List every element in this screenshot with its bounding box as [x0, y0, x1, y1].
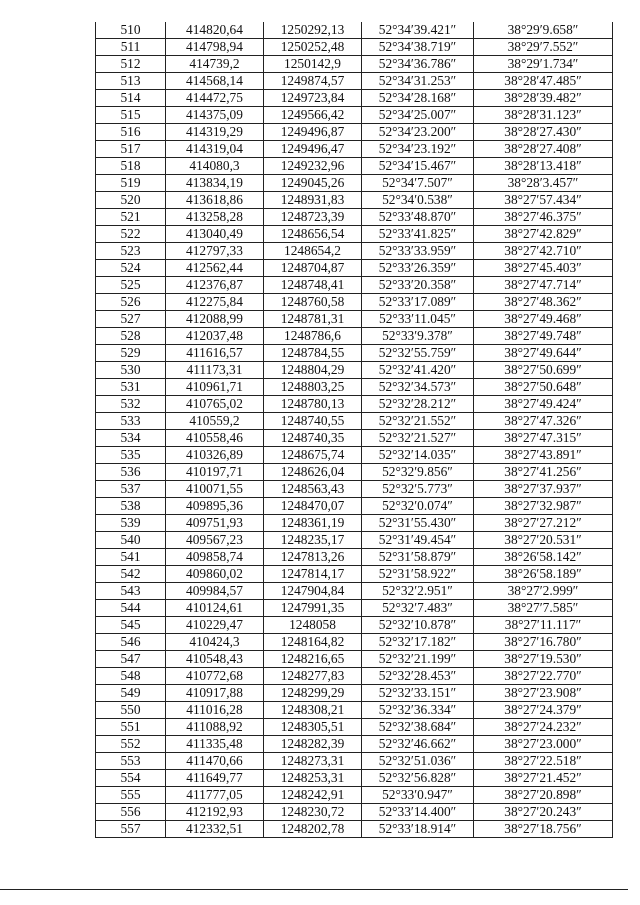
- longitude-cell: 38°29′9.658″: [474, 22, 613, 39]
- x-coordinate-cell: 414375,09: [166, 107, 264, 124]
- longitude-cell: 38°27′57.434″: [474, 192, 613, 209]
- x-coordinate-cell: 414568,14: [166, 73, 264, 90]
- table-row: [96, 22, 613, 39]
- longitude-cell: 38°27′46.375″: [474, 209, 613, 226]
- latitude-cell: 52°32′33.151″: [362, 685, 474, 702]
- longitude-cell: 38°27′19.530″: [474, 651, 613, 668]
- latitude-cell: 52°33′20.358″: [362, 277, 474, 294]
- point-number-cell: 531: [96, 379, 166, 396]
- latitude-cell: 52°33′33.959″: [362, 243, 474, 260]
- x-coordinate-cell: 410548,43: [166, 651, 264, 668]
- point-number-cell: 510: [96, 22, 166, 39]
- y-coordinate-cell: 1249566,42: [264, 107, 362, 124]
- latitude-cell: 52°34′23.192″: [362, 141, 474, 158]
- x-coordinate-cell: 410229,47: [166, 617, 264, 634]
- latitude-cell: 52°32′41.420″: [362, 362, 474, 379]
- longitude-cell: 38°27′18.756″: [474, 821, 613, 838]
- longitude-cell: 38°26′58.142″: [474, 549, 613, 566]
- longitude-cell: 38°28′3.457″: [474, 175, 613, 192]
- x-coordinate-cell: 414820,64: [166, 22, 264, 39]
- point-number-cell: 536: [96, 464, 166, 481]
- y-coordinate-cell: 1249232,96: [264, 158, 362, 175]
- point-number-cell: 553: [96, 753, 166, 770]
- table-row: [96, 226, 613, 243]
- point-number-cell: 519: [96, 175, 166, 192]
- y-coordinate-cell: 1248273,31: [264, 753, 362, 770]
- longitude-cell: 38°27′20.243″: [474, 804, 613, 821]
- table-row: [96, 243, 613, 260]
- table-row: [96, 583, 613, 600]
- x-coordinate-cell: 413258,28: [166, 209, 264, 226]
- point-number-cell: 556: [96, 804, 166, 821]
- y-coordinate-cell: 1248786,6: [264, 328, 362, 345]
- y-coordinate-cell: 1248804,29: [264, 362, 362, 379]
- latitude-cell: 52°33′41.825″: [362, 226, 474, 243]
- latitude-cell: 52°32′21.527″: [362, 430, 474, 447]
- x-coordinate-cell: 412275,84: [166, 294, 264, 311]
- point-number-cell: 521: [96, 209, 166, 226]
- y-coordinate-cell: 1248361,19: [264, 515, 362, 532]
- y-coordinate-cell: 1248058: [264, 617, 362, 634]
- longitude-cell: 38°26′58.189″: [474, 566, 613, 583]
- longitude-cell: 38°27′23.908″: [474, 685, 613, 702]
- y-coordinate-cell: 1248308,21: [264, 702, 362, 719]
- table-row: [96, 821, 613, 838]
- longitude-cell: 38°27′7.585″: [474, 600, 613, 617]
- x-coordinate-cell: 413040,49: [166, 226, 264, 243]
- x-coordinate-cell: 412192,93: [166, 804, 264, 821]
- point-number-cell: 513: [96, 73, 166, 90]
- latitude-cell: 52°32′7.483″: [362, 600, 474, 617]
- y-coordinate-cell: 1249496,87: [264, 124, 362, 141]
- latitude-cell: 52°34′28.168″: [362, 90, 474, 107]
- latitude-cell: 52°31′49.454″: [362, 532, 474, 549]
- x-coordinate-cell: 409858,74: [166, 549, 264, 566]
- y-coordinate-cell: 1248230,72: [264, 804, 362, 821]
- y-coordinate-cell: 1248626,04: [264, 464, 362, 481]
- x-coordinate-cell: 413618,86: [166, 192, 264, 209]
- x-coordinate-cell: 410917,88: [166, 685, 264, 702]
- longitude-cell: 38°27′49.644″: [474, 345, 613, 362]
- x-coordinate-cell: 410559,2: [166, 413, 264, 430]
- y-coordinate-cell: 1248675,74: [264, 447, 362, 464]
- longitude-cell: 38°27′47.714″: [474, 277, 613, 294]
- table-row: [96, 719, 613, 736]
- latitude-cell: 52°32′46.662″: [362, 736, 474, 753]
- table-row: [96, 549, 613, 566]
- y-coordinate-cell: 1248780,13: [264, 396, 362, 413]
- latitude-cell: 52°34′38.719″: [362, 39, 474, 56]
- point-number-cell: 522: [96, 226, 166, 243]
- point-number-cell: 533: [96, 413, 166, 430]
- table-row: [96, 634, 613, 651]
- longitude-cell: 38°27′32.987″: [474, 498, 613, 515]
- x-coordinate-cell: 412376,87: [166, 277, 264, 294]
- x-coordinate-cell: 409860,02: [166, 566, 264, 583]
- table-row: [96, 753, 613, 770]
- x-coordinate-cell: 410071,55: [166, 481, 264, 498]
- point-number-cell: 547: [96, 651, 166, 668]
- longitude-cell: 38°28′27.408″: [474, 141, 613, 158]
- latitude-cell: 52°34′7.507″: [362, 175, 474, 192]
- y-coordinate-cell: 1248803,25: [264, 379, 362, 396]
- y-coordinate-cell: 1250252,48: [264, 39, 362, 56]
- latitude-cell: 52°34′31.253″: [362, 73, 474, 90]
- x-coordinate-cell: 412562,44: [166, 260, 264, 277]
- y-coordinate-cell: 1249874,57: [264, 73, 362, 90]
- y-coordinate-cell: 1248242,91: [264, 787, 362, 804]
- latitude-cell: 52°32′51.036″: [362, 753, 474, 770]
- point-number-cell: 525: [96, 277, 166, 294]
- x-coordinate-cell: 412332,51: [166, 821, 264, 838]
- point-number-cell: 545: [96, 617, 166, 634]
- x-coordinate-cell: 414080,3: [166, 158, 264, 175]
- point-number-cell: 543: [96, 583, 166, 600]
- table-row: [96, 532, 613, 549]
- longitude-cell: 38°27′42.829″: [474, 226, 613, 243]
- longitude-cell: 38°27′49.468″: [474, 311, 613, 328]
- x-coordinate-cell: 410197,71: [166, 464, 264, 481]
- x-coordinate-cell: 411777,05: [166, 787, 264, 804]
- point-number-cell: 555: [96, 787, 166, 804]
- table-row: [96, 192, 613, 209]
- latitude-cell: 52°32′38.684″: [362, 719, 474, 736]
- y-coordinate-cell: 1248563,43: [264, 481, 362, 498]
- longitude-cell: 38°27′11.117″: [474, 617, 613, 634]
- longitude-cell: 38°28′39.482″: [474, 90, 613, 107]
- table-row: [96, 294, 613, 311]
- point-number-cell: 537: [96, 481, 166, 498]
- x-coordinate-cell: 411616,57: [166, 345, 264, 362]
- longitude-cell: 38°28′47.485″: [474, 73, 613, 90]
- latitude-cell: 52°32′34.573″: [362, 379, 474, 396]
- latitude-cell: 52°32′0.074″: [362, 498, 474, 515]
- x-coordinate-cell: 411016,28: [166, 702, 264, 719]
- table-row: [96, 277, 613, 294]
- y-coordinate-cell: 1247814,17: [264, 566, 362, 583]
- longitude-cell: 38°27′49.424″: [474, 396, 613, 413]
- page-bottom-rule: [0, 889, 628, 890]
- point-number-cell: 539: [96, 515, 166, 532]
- y-coordinate-cell: 1248784,55: [264, 345, 362, 362]
- latitude-cell: 52°32′9.856″: [362, 464, 474, 481]
- point-number-cell: 548: [96, 668, 166, 685]
- longitude-cell: 38°27′50.648″: [474, 379, 613, 396]
- y-coordinate-cell: 1249496,47: [264, 141, 362, 158]
- table-row: [96, 260, 613, 277]
- point-number-cell: 518: [96, 158, 166, 175]
- table-row: [96, 617, 613, 634]
- longitude-cell: 38°27′27.212″: [474, 515, 613, 532]
- x-coordinate-cell: 414472,75: [166, 90, 264, 107]
- coordinates-table-body: [96, 22, 613, 838]
- point-number-cell: 541: [96, 549, 166, 566]
- point-number-cell: 514: [96, 90, 166, 107]
- point-number-cell: 557: [96, 821, 166, 838]
- x-coordinate-cell: 410326,89: [166, 447, 264, 464]
- table-row: [96, 566, 613, 583]
- table-row: [96, 600, 613, 617]
- longitude-cell: 38°27′16.780″: [474, 634, 613, 651]
- table-row: [96, 141, 613, 158]
- latitude-cell: 52°34′0.538″: [362, 192, 474, 209]
- y-coordinate-cell: 1248931,83: [264, 192, 362, 209]
- point-number-cell: 540: [96, 532, 166, 549]
- table-row: [96, 175, 613, 192]
- latitude-cell: 52°32′21.199″: [362, 651, 474, 668]
- x-coordinate-cell: 414319,29: [166, 124, 264, 141]
- latitude-cell: 52°34′15.467″: [362, 158, 474, 175]
- point-number-cell: 515: [96, 107, 166, 124]
- table-row: [96, 464, 613, 481]
- point-number-cell: 526: [96, 294, 166, 311]
- longitude-cell: 38°27′22.770″: [474, 668, 613, 685]
- table-row: [96, 396, 613, 413]
- longitude-cell: 38°27′42.710″: [474, 243, 613, 260]
- table-row: [96, 362, 613, 379]
- longitude-cell: 38°27′37.937″: [474, 481, 613, 498]
- x-coordinate-cell: 411335,48: [166, 736, 264, 753]
- point-number-cell: 523: [96, 243, 166, 260]
- x-coordinate-cell: 409984,57: [166, 583, 264, 600]
- longitude-cell: 38°27′43.891″: [474, 447, 613, 464]
- point-number-cell: 549: [96, 685, 166, 702]
- latitude-cell: 52°32′56.828″: [362, 770, 474, 787]
- latitude-cell: 52°33′48.870″: [362, 209, 474, 226]
- point-number-cell: 550: [96, 702, 166, 719]
- longitude-cell: 38°27′49.748″: [474, 328, 613, 345]
- longitude-cell: 38°29′1.734″: [474, 56, 613, 73]
- table-row: [96, 651, 613, 668]
- latitude-cell: 52°34′39.421″: [362, 22, 474, 39]
- y-coordinate-cell: 1248277,83: [264, 668, 362, 685]
- point-number-cell: 551: [96, 719, 166, 736]
- x-coordinate-cell: 409895,36: [166, 498, 264, 515]
- table-row: [96, 124, 613, 141]
- table-row: [96, 702, 613, 719]
- longitude-cell: 38°27′2.999″: [474, 583, 613, 600]
- longitude-cell: 38°27′47.315″: [474, 430, 613, 447]
- latitude-cell: 52°32′21.552″: [362, 413, 474, 430]
- y-coordinate-cell: 1248654,2: [264, 243, 362, 260]
- x-coordinate-cell: 410124,61: [166, 600, 264, 617]
- y-coordinate-cell: 1247991,35: [264, 600, 362, 617]
- point-number-cell: 532: [96, 396, 166, 413]
- table-row: [96, 413, 613, 430]
- y-coordinate-cell: 1248704,87: [264, 260, 362, 277]
- point-number-cell: 517: [96, 141, 166, 158]
- latitude-cell: 52°34′23.200″: [362, 124, 474, 141]
- y-coordinate-cell: 1248253,31: [264, 770, 362, 787]
- table-row: [96, 770, 613, 787]
- x-coordinate-cell: 410765,02: [166, 396, 264, 413]
- longitude-cell: 38°27′22.518″: [474, 753, 613, 770]
- y-coordinate-cell: 1248740,55: [264, 413, 362, 430]
- longitude-cell: 38°27′45.403″: [474, 260, 613, 277]
- y-coordinate-cell: 1247813,26: [264, 549, 362, 566]
- point-number-cell: 552: [96, 736, 166, 753]
- longitude-cell: 38°27′24.379″: [474, 702, 613, 719]
- latitude-cell: 52°32′28.212″: [362, 396, 474, 413]
- point-number-cell: 544: [96, 600, 166, 617]
- table-row: [96, 787, 613, 804]
- y-coordinate-cell: 1248760,58: [264, 294, 362, 311]
- latitude-cell: 52°32′36.334″: [362, 702, 474, 719]
- point-number-cell: 512: [96, 56, 166, 73]
- latitude-cell: 52°34′25.007″: [362, 107, 474, 124]
- longitude-cell: 38°27′50.699″: [474, 362, 613, 379]
- x-coordinate-cell: 411088,92: [166, 719, 264, 736]
- longitude-cell: 38°28′13.418″: [474, 158, 613, 175]
- point-number-cell: 554: [96, 770, 166, 787]
- y-coordinate-cell: 1248216,65: [264, 651, 362, 668]
- point-number-cell: 528: [96, 328, 166, 345]
- point-number-cell: 527: [96, 311, 166, 328]
- longitude-cell: 38°27′20.898″: [474, 787, 613, 804]
- longitude-cell: 38°27′24.232″: [474, 719, 613, 736]
- longitude-cell: 38°27′41.256″: [474, 464, 613, 481]
- latitude-cell: 52°31′58.922″: [362, 566, 474, 583]
- point-number-cell: 520: [96, 192, 166, 209]
- table-row: [96, 345, 613, 362]
- longitude-cell: 38°27′21.452″: [474, 770, 613, 787]
- longitude-cell: 38°27′47.326″: [474, 413, 613, 430]
- y-coordinate-cell: 1248781,31: [264, 311, 362, 328]
- x-coordinate-cell: 412797,33: [166, 243, 264, 260]
- x-coordinate-cell: 413834,19: [166, 175, 264, 192]
- x-coordinate-cell: 412088,99: [166, 311, 264, 328]
- latitude-cell: 52°31′58.879″: [362, 549, 474, 566]
- table-row: [96, 379, 613, 396]
- point-number-cell: 524: [96, 260, 166, 277]
- y-coordinate-cell: 1248656,54: [264, 226, 362, 243]
- y-coordinate-cell: 1249723,84: [264, 90, 362, 107]
- point-number-cell: 529: [96, 345, 166, 362]
- longitude-cell: 38°27′20.531″: [474, 532, 613, 549]
- x-coordinate-cell: 414739,2: [166, 56, 264, 73]
- latitude-cell: 52°33′11.045″: [362, 311, 474, 328]
- point-number-cell: 516: [96, 124, 166, 141]
- latitude-cell: 52°33′9.378″: [362, 328, 474, 345]
- y-coordinate-cell: 1248748,41: [264, 277, 362, 294]
- latitude-cell: 52°32′28.453″: [362, 668, 474, 685]
- y-coordinate-cell: 1250292,13: [264, 22, 362, 39]
- y-coordinate-cell: 1248235,17: [264, 532, 362, 549]
- longitude-cell: 38°28′27.430″: [474, 124, 613, 141]
- longitude-cell: 38°27′48.362″: [474, 294, 613, 311]
- latitude-cell: 52°33′0.947″: [362, 787, 474, 804]
- point-number-cell: 534: [96, 430, 166, 447]
- longitude-cell: 38°27′23.000″: [474, 736, 613, 753]
- table-row: [96, 311, 613, 328]
- y-coordinate-cell: 1248282,39: [264, 736, 362, 753]
- table-row: [96, 56, 613, 73]
- x-coordinate-cell: 411649,77: [166, 770, 264, 787]
- table-row: [96, 481, 613, 498]
- longitude-cell: 38°28′31.123″: [474, 107, 613, 124]
- table-row: [96, 498, 613, 515]
- latitude-cell: 52°32′2.951″: [362, 583, 474, 600]
- x-coordinate-cell: 414319,04: [166, 141, 264, 158]
- x-coordinate-cell: 410961,71: [166, 379, 264, 396]
- latitude-cell: 52°33′17.089″: [362, 294, 474, 311]
- table-row: [96, 73, 613, 90]
- coordinates-table: [95, 22, 613, 838]
- x-coordinate-cell: 412037,48: [166, 328, 264, 345]
- latitude-cell: 52°32′10.878″: [362, 617, 474, 634]
- table-row: [96, 668, 613, 685]
- table-row: [96, 39, 613, 56]
- longitude-cell: 38°29′7.552″: [474, 39, 613, 56]
- y-coordinate-cell: 1248470,07: [264, 498, 362, 515]
- point-number-cell: 530: [96, 362, 166, 379]
- table-row: [96, 447, 613, 464]
- x-coordinate-cell: 410772,68: [166, 668, 264, 685]
- table-row: [96, 515, 613, 532]
- point-number-cell: 538: [96, 498, 166, 515]
- latitude-cell: 52°33′14.400″: [362, 804, 474, 821]
- y-coordinate-cell: 1248305,51: [264, 719, 362, 736]
- y-coordinate-cell: 1248740,35: [264, 430, 362, 447]
- point-number-cell: 546: [96, 634, 166, 651]
- x-coordinate-cell: 411470,66: [166, 753, 264, 770]
- x-coordinate-cell: 410558,46: [166, 430, 264, 447]
- latitude-cell: 52°33′26.359″: [362, 260, 474, 277]
- y-coordinate-cell: 1247904,84: [264, 583, 362, 600]
- latitude-cell: 52°32′5.773″: [362, 481, 474, 498]
- table-row: [96, 209, 613, 226]
- y-coordinate-cell: 1250142,9: [264, 56, 362, 73]
- x-coordinate-cell: 414798,94: [166, 39, 264, 56]
- latitude-cell: 52°34′36.786″: [362, 56, 474, 73]
- point-number-cell: 535: [96, 447, 166, 464]
- x-coordinate-cell: 410424,3: [166, 634, 264, 651]
- x-coordinate-cell: 411173,31: [166, 362, 264, 379]
- x-coordinate-cell: 409751,93: [166, 515, 264, 532]
- table-row: [96, 430, 613, 447]
- y-coordinate-cell: 1248164,82: [264, 634, 362, 651]
- latitude-cell: 52°32′55.759″: [362, 345, 474, 362]
- table-row: [96, 90, 613, 107]
- latitude-cell: 52°32′14.035″: [362, 447, 474, 464]
- latitude-cell: 52°32′17.182″: [362, 634, 474, 651]
- table-row: [96, 685, 613, 702]
- latitude-cell: 52°31′55.430″: [362, 515, 474, 532]
- table-row: [96, 107, 613, 124]
- point-number-cell: 511: [96, 39, 166, 56]
- table-row: [96, 158, 613, 175]
- table-row: [96, 328, 613, 345]
- latitude-cell: 52°33′18.914″: [362, 821, 474, 838]
- y-coordinate-cell: 1248299,29: [264, 685, 362, 702]
- point-number-cell: 542: [96, 566, 166, 583]
- y-coordinate-cell: 1249045,26: [264, 175, 362, 192]
- table-row: [96, 736, 613, 753]
- table-row: [96, 804, 613, 821]
- y-coordinate-cell: 1248202,78: [264, 821, 362, 838]
- y-coordinate-cell: 1248723,39: [264, 209, 362, 226]
- x-coordinate-cell: 409567,23: [166, 532, 264, 549]
